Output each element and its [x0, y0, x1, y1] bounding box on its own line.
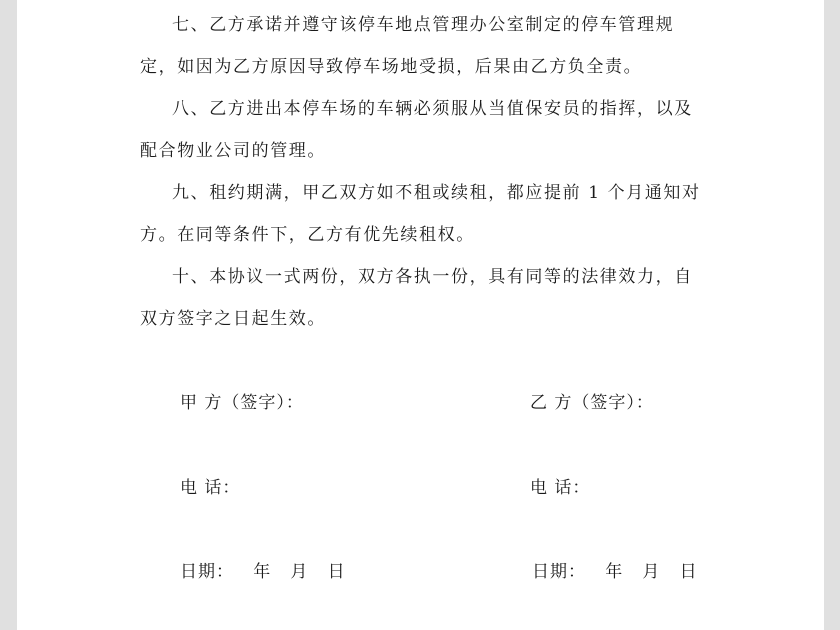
clause-8-line-2: 配合物业公司的管理。 [140, 141, 326, 161]
clause-10-line-1: 十、本协议一式两份，双方各执一份，具有同等的法律效力，自 [172, 267, 693, 287]
clause-10-line-2: 双方签字之日起生效。 [140, 309, 326, 329]
party-b-phone-label: 电 话： [530, 478, 591, 498]
party-a-phone-label: 电 话： [180, 478, 241, 498]
party-a-sign-label: 甲 方（签字）： [180, 393, 304, 413]
document-page [17, 0, 824, 630]
party-b-sign-label: 乙 方（签字）： [530, 393, 654, 413]
clause-9-line-1: 九、租约期满，甲乙双方如不租或续租，都应提前 1 个月通知对 [172, 183, 701, 203]
clause-7-line-2: 定，如因为乙方原因导致停车场地受损，后果由乙方负全责。 [140, 57, 643, 77]
clause-8-line-1: 八、乙方进出本停车场的车辆必须服从当值保安员的指挥，以及 [172, 99, 693, 119]
party-b-date-label: 日期： 年 月 日 [532, 562, 698, 582]
clause-7-line-1: 七、乙方承诺并遵守该停车地点管理办公室制定的停车管理规 [172, 15, 675, 35]
clause-9-line-2: 方。在同等条件下，乙方有优先续租权。 [140, 225, 475, 245]
party-a-date-label: 日期： 年 月 日 [180, 562, 346, 582]
